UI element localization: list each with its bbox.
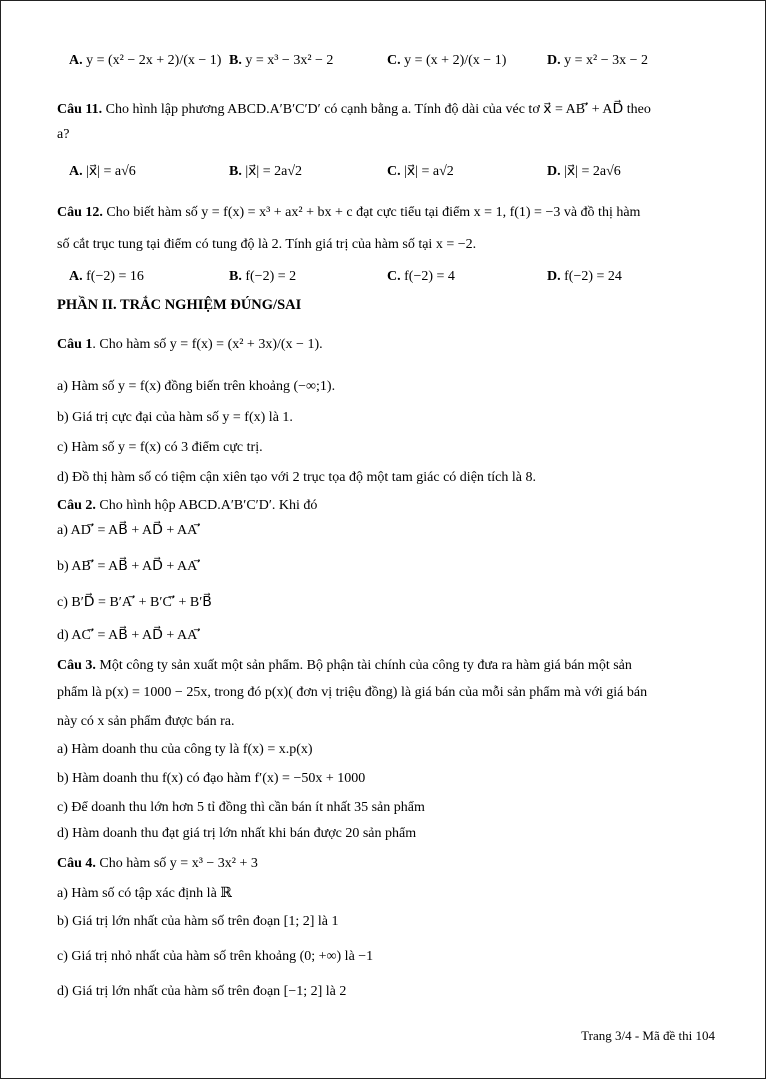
q11-option-a: A. |x⃗| = a√6 (69, 164, 136, 179)
q10-option-b: B. y = x³ − 3x² − 2 (229, 53, 334, 68)
tf-q1-stem: Câu 1. Cho hàm số y = f(x) = (x² + 3x)/(x − 1). (57, 337, 323, 352)
q10-option-c: C. y = (x + 2)/(x − 1) (387, 53, 507, 68)
tf-q3-item-b: b) Hàm doanh thu f(x) có đạo hàm f′(x) = −50x + 1000 (57, 771, 366, 786)
tf-q2-item-d: d) AC′⃗ = AB⃗ + AD⃗ + AA′⃗ (57, 628, 201, 643)
q12-option-d: D. f(−2) = 24 (547, 269, 622, 284)
q11-option-b: B. |x⃗| = 2a√2 (229, 164, 303, 179)
page-footer: Trang 3/4 - Mã đề thi 104 (581, 1028, 715, 1043)
part-2-heading: PHẦN II. TRẮC NGHIỆM ĐÚNG/SAI (57, 297, 302, 313)
tf-q4-item-b: b) Giá trị lớn nhất của hàm số trên đoạn [1; 2] là 1 (57, 914, 339, 929)
tf-q3-item-a: a) Hàm doanh thu của công ty là f(x) = x.p(x) (57, 742, 313, 757)
tf-q2-item-c: c) B′D⃗ = B′A′⃗ + B′C′⃗ + B′B⃗ (57, 595, 212, 610)
q11-stem-cont: a? (57, 127, 70, 142)
tf-q3-item-d: d) Hàm doanh thu đạt giá trị lớn nhất khi bán được 20 sản phẩm (57, 826, 417, 841)
tf-q4-item-d: d) Giá trị lớn nhất của hàm số trên đoạn [−1; 2] là 2 (57, 984, 347, 999)
q10-option-a: A. y = (x² − 2x + 2)/(x − 1) (69, 53, 222, 68)
q12-option-c: C. f(−2) = 4 (387, 269, 455, 284)
q11-option-c: C. |x⃗| = a√2 (387, 164, 454, 179)
tf-q1-item-d: d) Đồ thị hàm số có tiệm cận xiên tạo với 2 trục tọa độ một tam giác có diện tích là 8. (57, 470, 537, 485)
tf-q4-item-a: a) Hàm số có tập xác định là ℝ (57, 886, 232, 901)
tf-q3-stem: Câu 3. Một công ty sản xuất một sản phẩm. Bộ phận tài chính của công ty đưa ra hàm giá bán một sản (57, 658, 632, 673)
q12-option-b: B. f(−2) = 2 (229, 269, 297, 284)
tf-q3-stem-cont-2: này có x sản phẩm được bán ra. (57, 714, 235, 729)
tf-q2-stem: Câu 2. Cho hình hộp ABCD.A′B′C′D′. Khi đó (57, 498, 318, 513)
q12-option-a: A. f(−2) = 16 (69, 269, 144, 284)
tf-q1-item-c: c) Hàm số y = f(x) có 3 điểm cực trị. (57, 440, 263, 455)
tf-q4-item-c: c) Giá trị nhỏ nhất của hàm số trên khoảng (0; +∞) là −1 (57, 949, 374, 964)
tf-q1-item-b: b) Giá trị cực đại của hàm số y = f(x) là 1. (57, 410, 293, 425)
q11-option-d: D. |x⃗| = 2a√6 (547, 164, 621, 179)
tf-q3-item-c: c) Để doanh thu lớn hơn 5 tỉ đồng thì cần bán ít nhất 35 sản phẩm (57, 800, 425, 815)
tf-q3-stem-cont-1: phẩm là p(x) = 1000 − 25x, trong đó p(x)( đơn vị triệu đồng) là giá bán của mỗi sản phẩm mà với giá bán (57, 685, 648, 700)
tf-q4-stem: Câu 4. Cho hàm số y = x³ − 3x² + 3 (57, 856, 258, 871)
tf-q1-item-a: a) Hàm số y = f(x) đồng biến trên khoảng (−∞;1). (57, 379, 336, 394)
tf-q2-item-a: a) AD′⃗ = AB⃗ + AD⃗ + AA′⃗ (57, 523, 201, 538)
q12-stem-cont: số cắt trục tung tại điểm có tung độ là 2. Tính giá trị của hàm số tại x = −2. (57, 237, 477, 252)
q11-stem: Câu 11. Cho hình lập phương ABCD.A′B′C′D′ có cạnh bằng a. Tính độ dài của véc tơ x⃗ = AB′⃗ + AD⃗ theo (57, 102, 651, 117)
q12-stem: Câu 12. Cho biết hàm số y = f(x) = x³ + ax² + bx + c đạt cực tiểu tại điểm x = 1, f(1) = −3 và đồ thị hàm (57, 205, 641, 220)
tf-q2-item-b: b) AB′⃗ = AB⃗ + AD⃗ + AA′⃗ (57, 559, 201, 574)
q10-option-d: D. y = x² − 3x − 2 (547, 53, 649, 68)
